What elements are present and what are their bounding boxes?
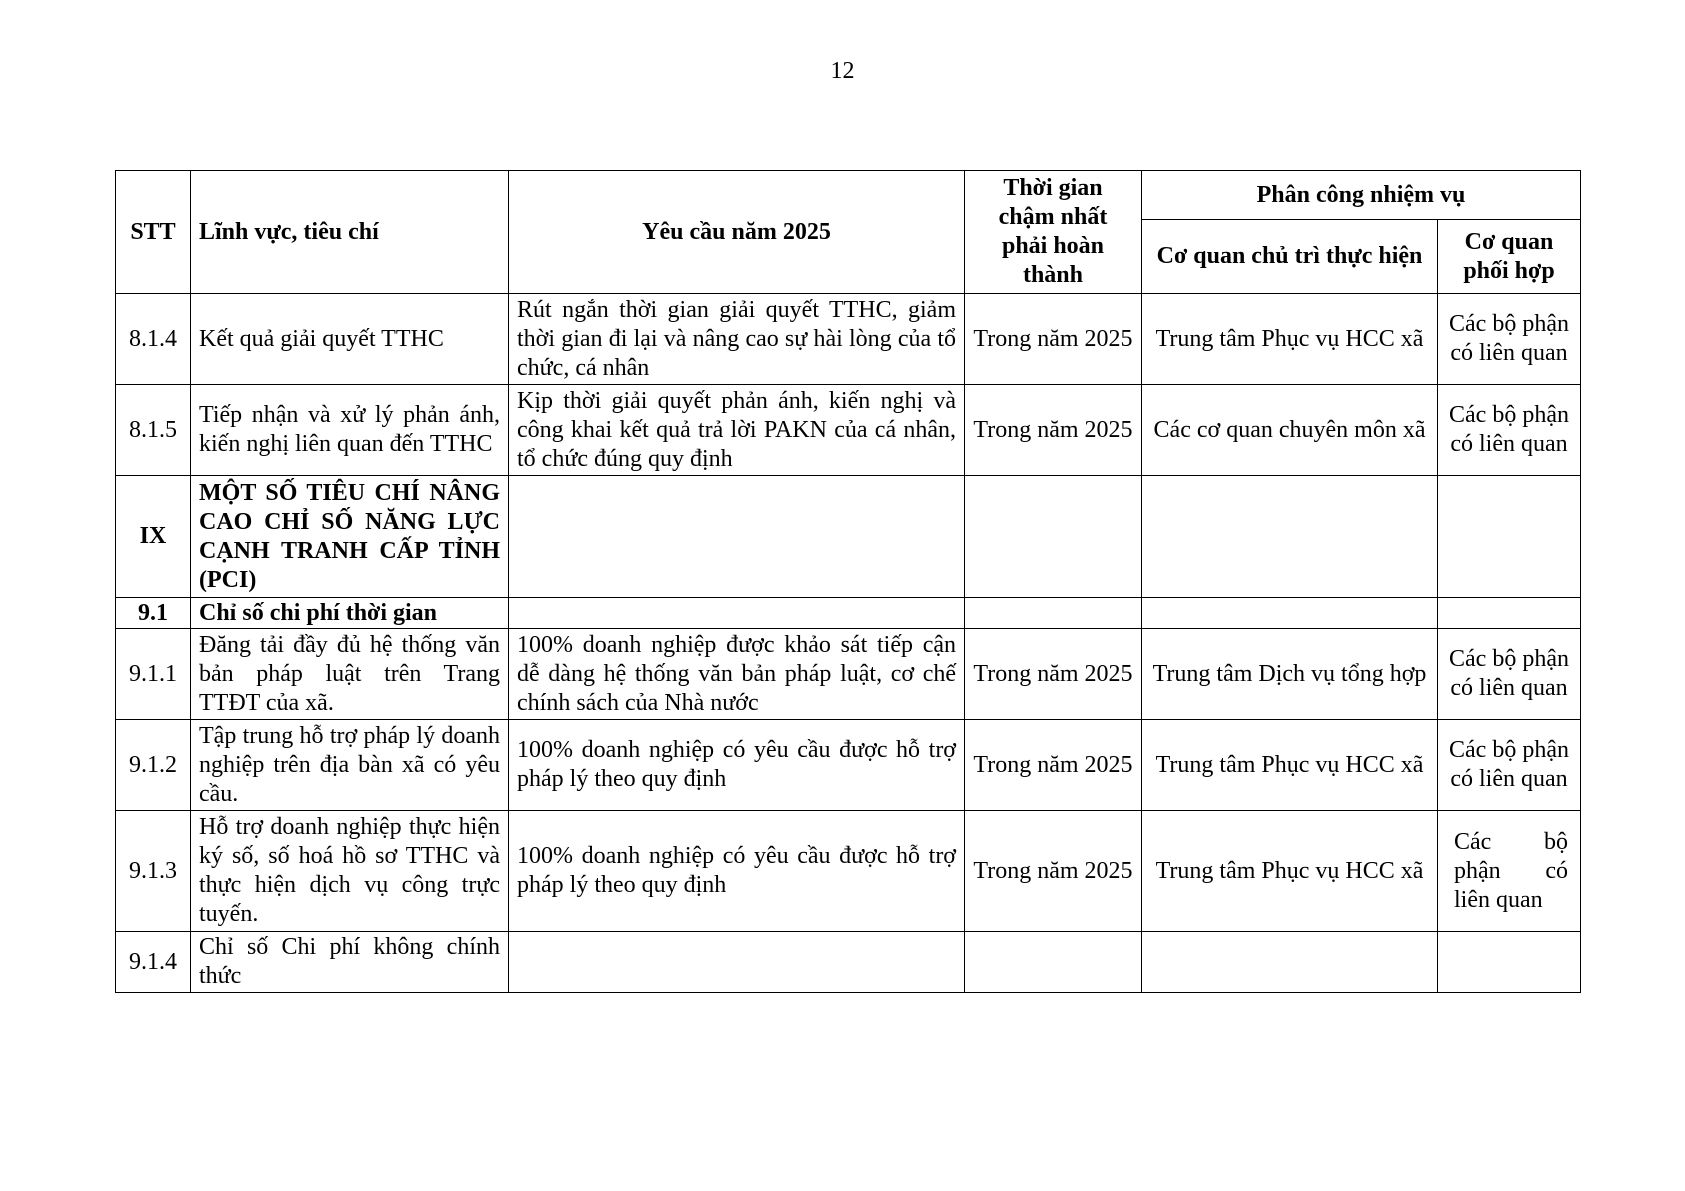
row-requirement: 100% doanh nghiệp có yêu cầu được hỗ trợ pháp lý theo quy định — [509, 720, 965, 811]
task-assignment-table — [115, 170, 1581, 993]
section-title: MỘT SỐ TIÊU CHÍ NÂNG CAO CHỈ SỐ NĂNG LỰC CẠNH TRANH CẤP TỈNH (PCI) — [191, 476, 509, 598]
row-stt: 9.1.1 — [116, 629, 191, 720]
row-deadline — [965, 932, 1142, 993]
row-deadline: Trong năm 2025 — [965, 629, 1142, 720]
row-lead-agency: Các cơ quan chuyên môn xã — [1142, 385, 1438, 476]
row-deadline — [965, 598, 1142, 629]
subsection-stt: 9.1 — [116, 598, 191, 629]
table-row — [116, 811, 1581, 932]
header-lead-agency: Cơ quan chủ trì thực hiện — [1142, 220, 1438, 294]
row-deadline — [965, 476, 1142, 598]
row-stt: 8.1.5 — [116, 385, 191, 476]
row-requirement — [509, 932, 965, 993]
row-requirement: 100% doanh nghiệp có yêu cầu được hỗ trợ pháp lý theo quy định — [509, 811, 965, 932]
row-stt: 8.1.4 — [116, 294, 191, 385]
header-deadline: Thời gian chậm nhất phải hoàn thành — [965, 171, 1142, 294]
row-coordinating-agency — [1438, 932, 1581, 993]
row-lead-agency — [1142, 598, 1438, 629]
row-requirement: Kịp thời giải quyết phản ánh, kiến nghị và công khai kết quả trả lời PAKN của cá nhân, tổ chức đúng quy định — [509, 385, 965, 476]
row-lead-agency — [1142, 932, 1438, 993]
row-deadline: Trong năm 2025 — [965, 811, 1142, 932]
row-lead-agency — [1142, 476, 1438, 598]
header-field: Lĩnh vực, tiêu chí — [191, 171, 509, 294]
table-row — [116, 720, 1581, 811]
row-field: Chỉ số Chi phí không chính thức — [191, 932, 509, 993]
row-coordinating-agency: Các bộ phận có liên quan — [1438, 385, 1581, 476]
header-coordinating-agency: Cơ quan phối hợp — [1438, 220, 1581, 294]
table-row — [116, 629, 1581, 720]
row-deadline: Trong năm 2025 — [965, 720, 1142, 811]
row-lead-agency: Trung tâm Dịch vụ tổng hợp — [1142, 629, 1438, 720]
subsection-row — [116, 598, 1581, 629]
row-lead-agency: Trung tâm Phục vụ HCC xã — [1142, 720, 1438, 811]
row-requirement — [509, 476, 965, 598]
row-coordinating-agency: Các bộ phận có liên quan — [1438, 629, 1581, 720]
row-deadline: Trong năm 2025 — [965, 294, 1142, 385]
row-field: Đăng tải đầy đủ hệ thống văn bản pháp luật trên Trang TTĐT của xã. — [191, 629, 509, 720]
header-stt: STT — [116, 171, 191, 294]
row-coordinating-agency: Các bộ phận có liên quan — [1438, 720, 1581, 811]
row-lead-agency: Trung tâm Phục vụ HCC xã — [1142, 294, 1438, 385]
header-requirement: Yêu cầu năm 2025 — [509, 171, 965, 294]
row-deadline: Trong năm 2025 — [965, 385, 1142, 476]
row-field: Tập trung hỗ trợ pháp lý doanh nghiệp trên địa bàn xã có yêu cầu. — [191, 720, 509, 811]
page-number: 12 — [830, 58, 855, 84]
row-requirement — [509, 598, 965, 629]
row-field: Hỗ trợ doanh nghiệp thực hiện ký số, số hoá hồ sơ TTHC và thực hiện dịch vụ công trực tuyến. — [191, 811, 509, 932]
header-assignment: Phân công nhiệm vụ — [1142, 171, 1581, 220]
row-coordinating-agency — [1438, 476, 1581, 598]
subsection-title: Chỉ số chi phí thời gian — [191, 598, 509, 629]
row-requirement: Rút ngắn thời gian giải quyết TTHC, giảm thời gian đi lại và nâng cao sự hài lòng của tổ chức, cá nhân — [509, 294, 965, 385]
row-stt: 9.1.2 — [116, 720, 191, 811]
row-requirement: 100% doanh nghiệp được khảo sát tiếp cận dễ dàng hệ thống văn bản pháp luật, cơ chế chính sách của Nhà nước — [509, 629, 965, 720]
row-coordinating-agency: Các bộ phận có liên quan — [1438, 811, 1581, 932]
table-row — [116, 294, 1581, 385]
row-stt: 9.1.4 — [116, 932, 191, 993]
table-row — [116, 932, 1581, 993]
section-row — [116, 476, 1581, 598]
row-coordinating-agency — [1438, 598, 1581, 629]
row-stt: 9.1.3 — [116, 811, 191, 932]
table-row — [116, 385, 1581, 476]
row-coordinating-agency: Các bộ phận có liên quan — [1438, 294, 1581, 385]
section-stt: IX — [116, 476, 191, 598]
row-lead-agency: Trung tâm Phục vụ HCC xã — [1142, 811, 1438, 932]
row-field: Kết quả giải quyết TTHC — [191, 294, 509, 385]
row-field: Tiếp nhận và xử lý phản ánh, kiến nghị liên quan đến TTHC — [191, 385, 509, 476]
